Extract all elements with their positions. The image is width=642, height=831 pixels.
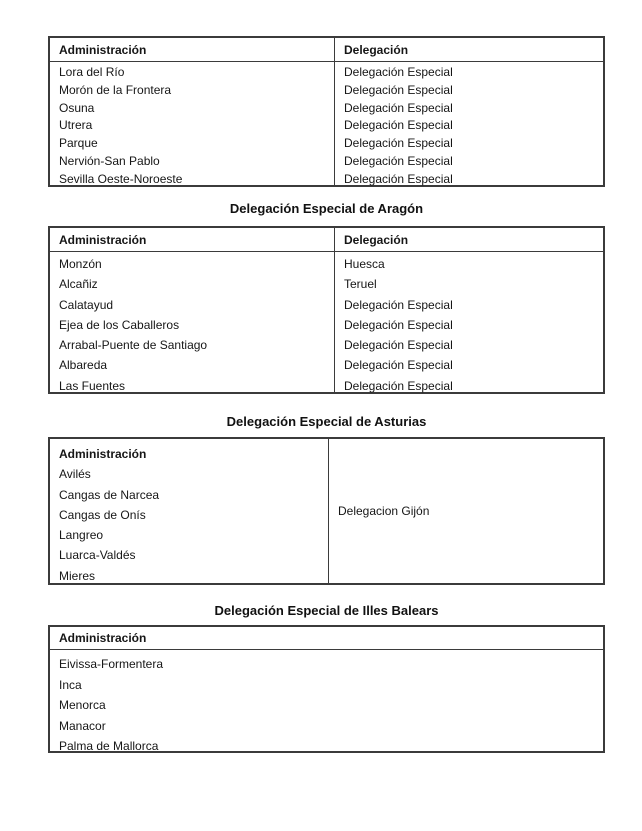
admin-cell: Langreo [59, 528, 104, 543]
table-3-header-administracion: Administración [59, 447, 147, 461]
delegacion-cell: Delegación Especial [344, 338, 453, 353]
section-title-illes-balears: Delegación Especial de Illes Balears [214, 603, 439, 618]
table-4-body [50, 650, 603, 751]
table-1-body [50, 62, 603, 185]
table-1-header-administracion: Administración [59, 42, 147, 57]
delegacion-cell: Delegación Especial [344, 65, 453, 79]
delegacion-cell: Delegación Especial [344, 153, 453, 168]
table-1-column-delegacion [334, 62, 603, 185]
delegacion-cell: Teruel [344, 277, 377, 292]
admin-cell: Mieres [59, 568, 96, 583]
delegacion-cell: Delegación Especial [344, 118, 453, 133]
table-balears-administrations [48, 625, 605, 753]
table-4-header-row [50, 627, 603, 650]
admin-cell: Cangas de Onís [59, 507, 146, 522]
delegacion-cell: Delegación Especial [344, 136, 453, 150]
section-title-asturias: Delegación Especial de Asturias [226, 414, 427, 429]
delegacion-cell: Huesca [344, 257, 385, 271]
delegacion-cell: Delegación Especial [344, 100, 453, 115]
table-3-column-delegacion [328, 439, 603, 583]
table-1-header-row [50, 38, 603, 62]
section-title-aragon: Delegación Especial de Aragón [229, 201, 424, 216]
delegacion-merged-cell: Delegacion Gijón [338, 503, 430, 518]
admin-cell: Lora del Río [59, 65, 125, 79]
admin-cell: Monzón [59, 257, 102, 271]
admin-cell: Las Fuentes [59, 378, 126, 393]
delegacion-cell: Delegación Especial [344, 171, 453, 186]
admin-cell: Osuna [59, 100, 95, 115]
admin-cell: Utrera [59, 118, 93, 133]
table-2-header-row [50, 228, 603, 252]
admin-cell: Ejea de los Caballeros [59, 317, 180, 332]
admin-cell: Calatayud [59, 297, 114, 312]
table-1-header-delegacion: Delegación [334, 38, 603, 61]
table-2-column-administracion [50, 252, 334, 392]
admin-cell: Sevilla Oeste-Noroeste [59, 171, 183, 186]
delegacion-cell: Delegación Especial [344, 297, 453, 312]
table-aragon-administrations [48, 226, 605, 394]
admin-cell: Morón de la Frontera [59, 82, 172, 97]
table-2-header-administracion: Administración [59, 232, 147, 247]
delegacion-cell: Delegación Especial [344, 378, 453, 393]
delegacion-cell: Delegación Especial [344, 317, 453, 332]
table-seville-administrations [48, 36, 605, 187]
admin-cell: Luarca-Valdés [59, 548, 136, 563]
admin-cell: Palma de Mallorca [59, 739, 159, 753]
table-2-column-delegacion [334, 252, 603, 392]
admin-cell: Albareda [59, 358, 108, 373]
delegacion-cell: Delegación Especial [344, 82, 453, 97]
admin-cell: Alcañiz [59, 277, 98, 292]
table-3-column-administracion [50, 439, 328, 583]
admin-cell: Menorca [59, 698, 106, 712]
admin-cell: Manacor [59, 718, 106, 733]
table-asturias-administrations [48, 437, 605, 585]
table-1-column-administracion [50, 62, 334, 185]
admin-cell: Cangas de Narcea [59, 487, 160, 502]
delegacion-cell: Delegación Especial [344, 358, 453, 373]
admin-cell: Nervión-San Pablo [59, 153, 160, 168]
admin-cell: Avilés [59, 467, 91, 482]
table-3-body [50, 439, 603, 583]
admin-cell: Parque [59, 136, 98, 150]
admin-cell: Eivissa-Formentera [59, 657, 164, 671]
table-4-header-administracion: Administración [59, 631, 147, 645]
admin-cell: Arrabal-Puente de Santiago [59, 338, 208, 353]
admin-cell: Inca [59, 677, 82, 692]
table-2-header-delegacion: Delegación [334, 228, 603, 251]
table-2-body [50, 252, 603, 392]
